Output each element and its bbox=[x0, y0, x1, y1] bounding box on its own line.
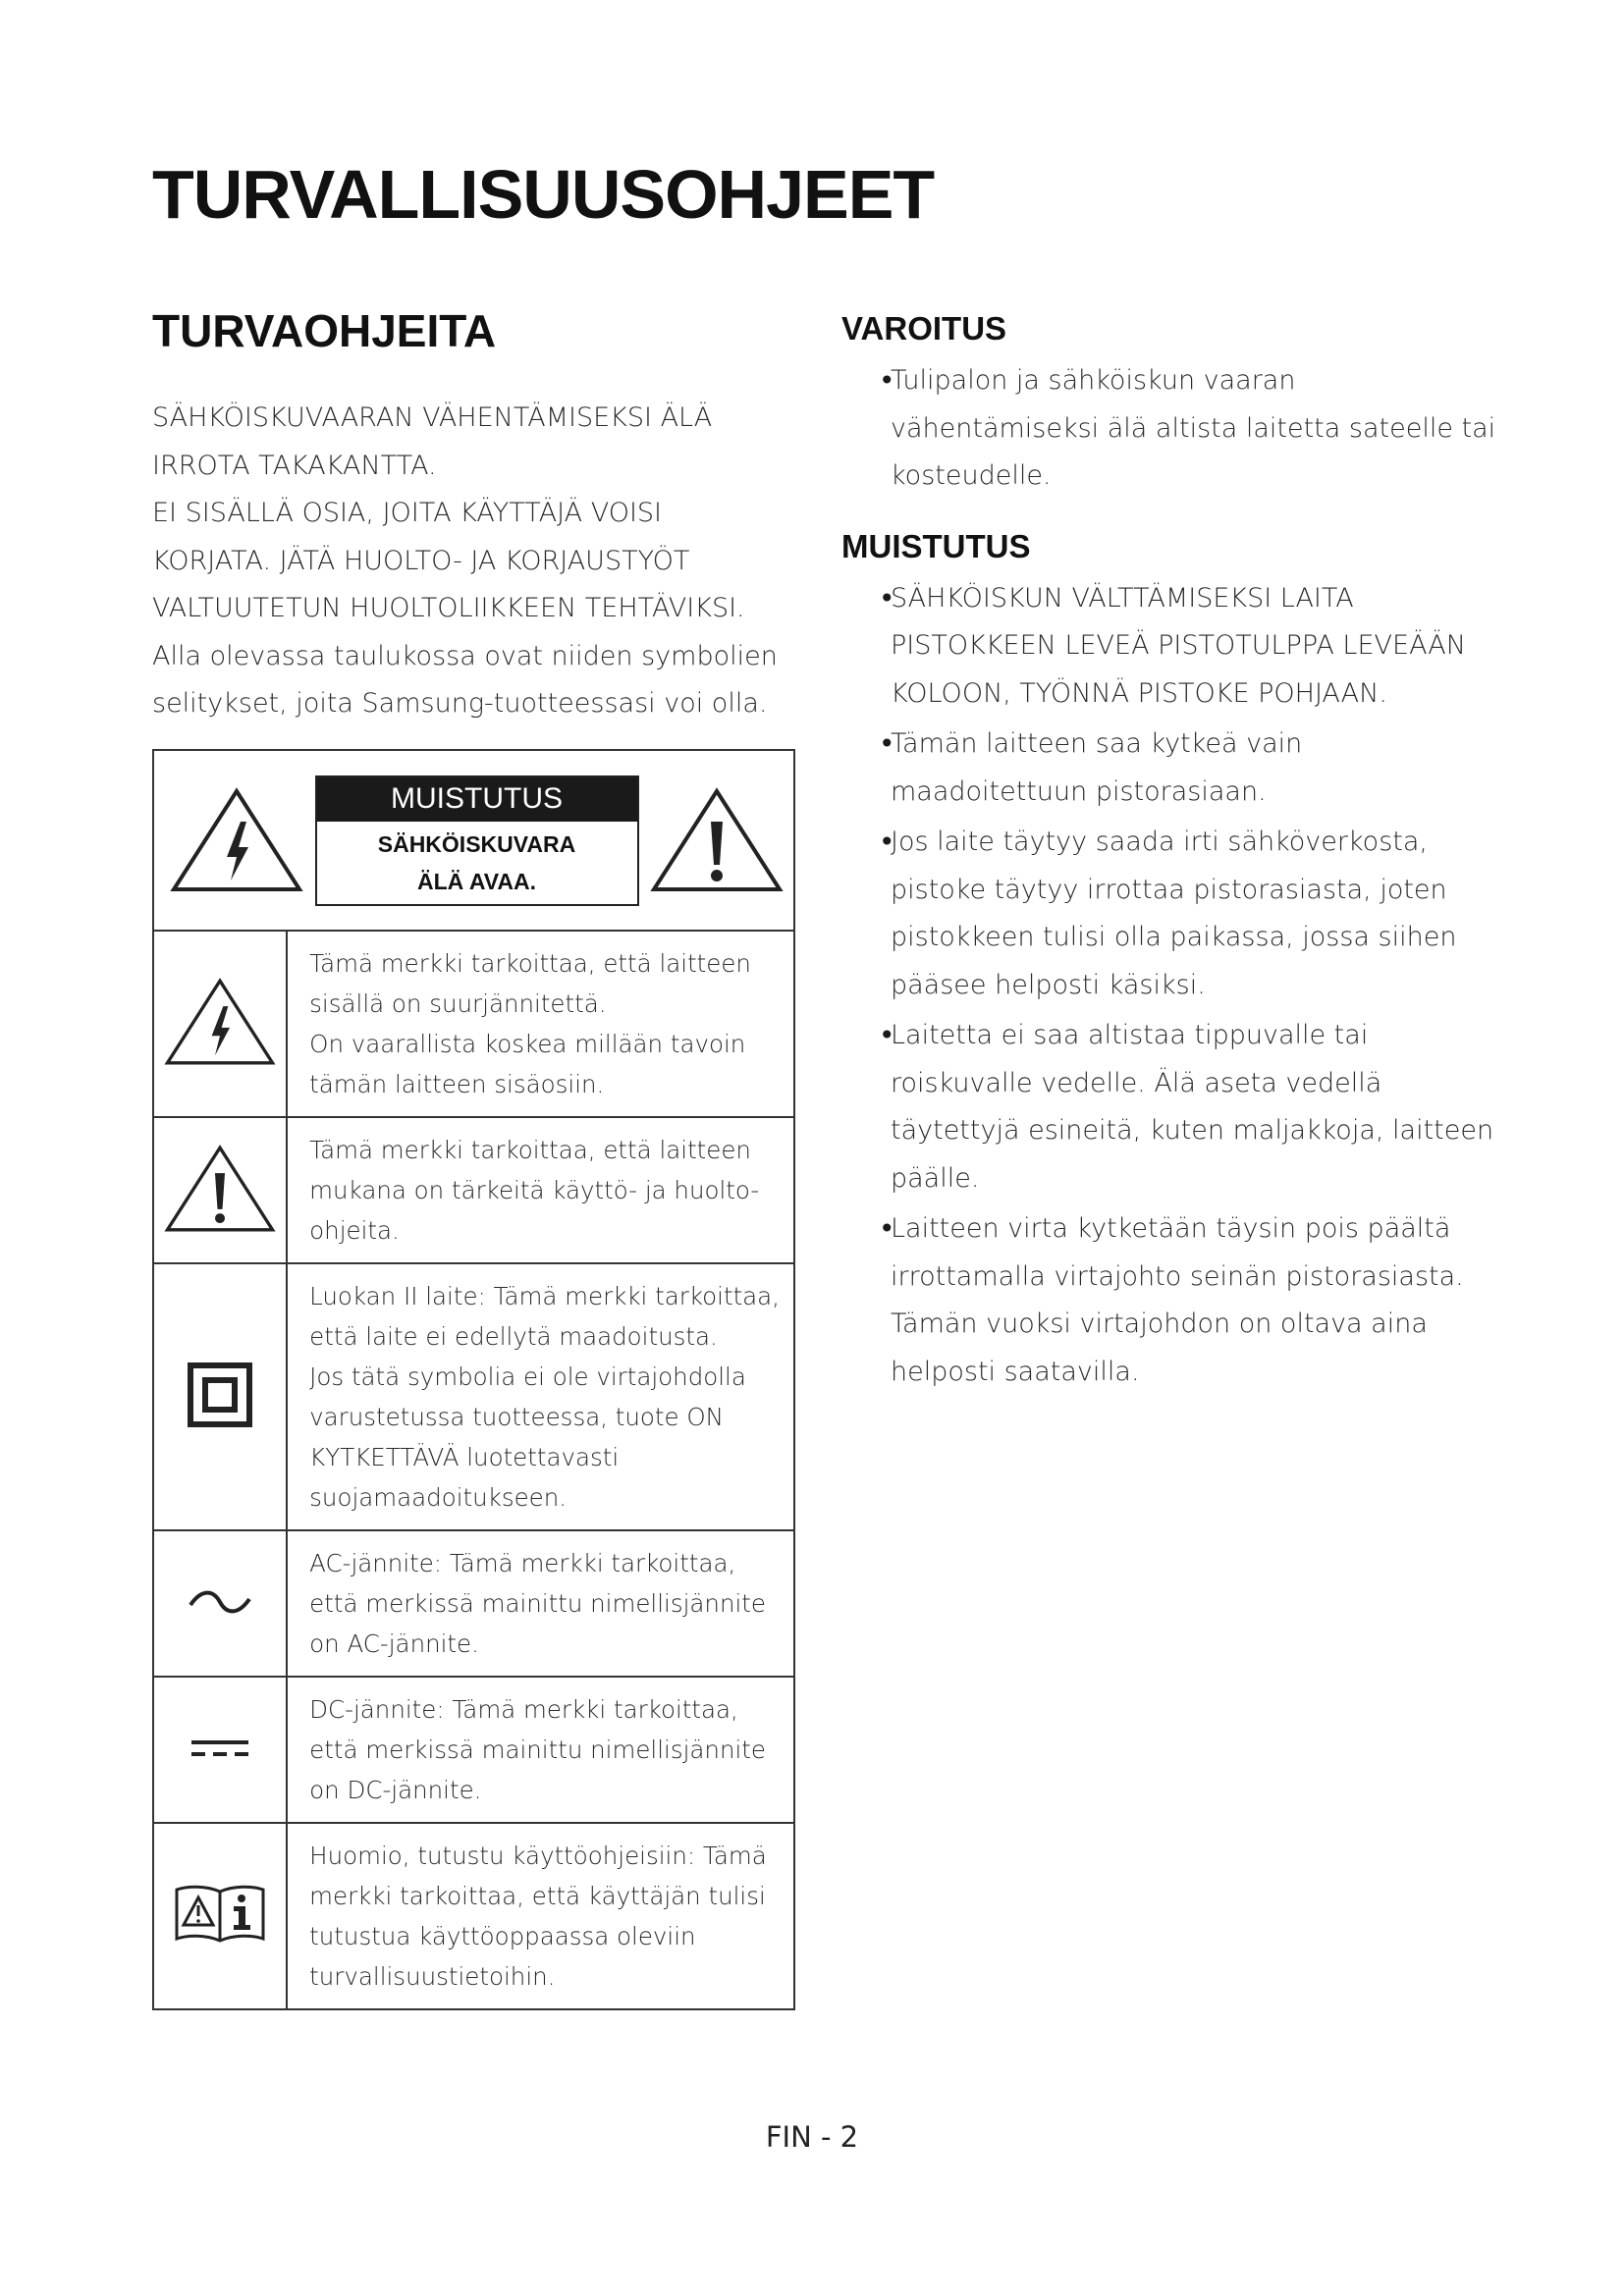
description-line: on DC-jännite. bbox=[309, 1776, 482, 1804]
symbol-description bbox=[287, 1117, 794, 1263]
intro-line: IRROTA TAKAKANTTA. bbox=[152, 450, 437, 481]
list-item-line: Tämän laitteen saa kytkeä vain bbox=[891, 728, 1303, 759]
symbol-row bbox=[153, 1117, 794, 1263]
description-line: mukana on tärkeitä käyttö- ja huolto- bbox=[309, 1176, 760, 1204]
list-item-line: KOLOON, TYÖNNÄ PISTOKE POHJAAN. bbox=[891, 677, 1387, 709]
symbol-row bbox=[153, 931, 794, 1117]
list-item bbox=[841, 819, 1489, 1009]
caution-line: SÄHKÖISKUVARA bbox=[377, 830, 576, 857]
description-line: sisällä on suurjännitettä. bbox=[309, 989, 607, 1018]
description-line: ohjeita. bbox=[309, 1216, 400, 1245]
description-line: että merkissä mainittu nimellisjännite bbox=[309, 1589, 766, 1618]
symbol-icon-cell bbox=[153, 1117, 287, 1263]
description-line: on AC-jännite. bbox=[309, 1629, 479, 1658]
list-item-line: irrottamalla virtajohto seinän pistorasiasta. bbox=[891, 1260, 1464, 1292]
description-line: AC-jännite: Tämä merkki tarkoittaa, bbox=[309, 1549, 736, 1577]
caution-header-row bbox=[153, 750, 794, 931]
lightning-triangle-icon bbox=[164, 977, 276, 1067]
page-number: FIN - 2 bbox=[765, 2120, 859, 2154]
exclamation-triangle-icon bbox=[164, 1144, 276, 1234]
double-square-icon bbox=[188, 1362, 252, 1427]
symbol-icon-cell bbox=[153, 1677, 287, 1823]
description-line: merkki tarkoittaa, että käyttäjän tulisi bbox=[309, 1882, 766, 1910]
bullet-icon: • bbox=[879, 1212, 895, 1245]
right-column bbox=[841, 310, 1496, 1399]
list-item-line: päälle. bbox=[891, 1162, 980, 1194]
description-line: Luokan II laite: Tämä merkki tarkoittaa, bbox=[309, 1282, 780, 1310]
list-item-line: vähentämiseksi älä altista laitetta sateelle tai bbox=[891, 412, 1496, 444]
description-line: tämän laitteen sisäosiin. bbox=[309, 1070, 605, 1098]
symbol-icon-cell bbox=[153, 1263, 287, 1530]
symbol-row bbox=[153, 1530, 794, 1677]
list-item-line: pääsee helposti käsiksi. bbox=[891, 969, 1206, 1000]
manual-info-icon bbox=[173, 1882, 267, 1947]
bullet-icon: • bbox=[879, 581, 895, 614]
description-line: DC-jännite: Tämä merkki tarkoittaa, bbox=[309, 1695, 738, 1724]
ac-wave-icon bbox=[188, 1587, 252, 1617]
bullet-icon: • bbox=[879, 727, 895, 760]
intro-line: VALTUUTETUN HUOLTOLIIKKEEN TEHTÄVIKSI. bbox=[152, 593, 745, 623]
list-item bbox=[841, 575, 1489, 719]
bullet-icon: • bbox=[879, 826, 895, 858]
intro-line: selitykset, joita Samsung-tuotteessasi voi olla. bbox=[152, 688, 768, 719]
description-line: Jos tätä symbolia ei ole virtajohdolla bbox=[309, 1362, 746, 1391]
intro-line: SÄHKÖISKUVAARAN VÄHENTÄMISEKSI ÄLÄ bbox=[152, 402, 713, 433]
symbol-description bbox=[287, 1530, 794, 1677]
list-item-line: Tulipalon ja sähköiskun vaaran bbox=[891, 365, 1296, 396]
description-line: varustetussa tuotteessa, tuote ON bbox=[309, 1403, 724, 1431]
varoitus-list bbox=[841, 357, 1496, 501]
symbol-row bbox=[153, 1823, 794, 2009]
list-item-line: pistokkeen tulisi olla paikassa, jossa siihen bbox=[891, 922, 1457, 952]
caution-header-cell bbox=[153, 750, 794, 931]
list-item-line: SÄHKÖISKUN VÄLTTÄMISEKSI LAITA bbox=[891, 582, 1354, 614]
dc-lines-icon bbox=[189, 1736, 250, 1760]
description-line: tutustua käyttöoppaassa oleviin bbox=[309, 1922, 696, 1950]
description-line: Tämä merkki tarkoittaa, että laitteen bbox=[309, 949, 751, 978]
symbol-icon-cell bbox=[153, 1530, 287, 1677]
symbol-row bbox=[153, 1677, 794, 1823]
caution-title: MUISTUTUS bbox=[317, 777, 637, 822]
list-item bbox=[841, 357, 1496, 501]
symbol-description bbox=[287, 931, 794, 1117]
left-column bbox=[152, 304, 800, 728]
varoitus-heading: VAROITUS bbox=[841, 310, 1007, 347]
description-line: turvallisuustietoihin. bbox=[309, 1962, 556, 1991]
symbol-description bbox=[287, 1263, 794, 1530]
description-line: KYTKETTÄVÄ luotettavasti bbox=[309, 1443, 620, 1471]
caution-line: ÄLÄ AVAA. bbox=[417, 868, 536, 894]
symbol-icon-cell bbox=[153, 1823, 287, 2009]
symbol-description bbox=[287, 1823, 794, 2009]
intro-line: EI SISÄLLÄ OSIA, JOITA KÄYTTÄJÄ VOISI bbox=[152, 498, 663, 528]
list-item bbox=[841, 721, 1489, 816]
intro-line: Alla olevassa taulukossa ovat niiden symbolien bbox=[152, 640, 778, 671]
list-item-line: pistoke täytyy irrottaa pistorasiasta, joten bbox=[891, 874, 1447, 905]
list-item bbox=[841, 1012, 1494, 1202]
muistutus-heading: MUISTUTUS bbox=[841, 527, 1031, 564]
list-item-line: helposti saatavilla. bbox=[891, 1356, 1140, 1387]
list-item-line: Jos laite täytyy saada irti sähköverkosta, bbox=[891, 827, 1428, 857]
exclamation-triangle-icon bbox=[650, 786, 784, 894]
lightning-triangle-icon bbox=[170, 786, 303, 894]
list-item bbox=[841, 1205, 1489, 1396]
list-item-line: Laitetta ei saa altistaa tippuvalle tai bbox=[891, 1020, 1369, 1050]
section-heading: TURVAOHJEITA bbox=[152, 305, 497, 356]
description-line: Huomio, tutustu käyttöohjeisiin: Tämä bbox=[309, 1842, 767, 1870]
intro-text bbox=[152, 395, 800, 728]
intro-line: KORJATA. JÄTÄ HUOLTO- JA KORJAUSTYÖT bbox=[152, 545, 690, 576]
list-item-line: Laitteen virta kytketään täysin pois päältä bbox=[891, 1213, 1451, 1244]
description-line: suojamaadoitukseen. bbox=[309, 1483, 568, 1512]
symbol-description bbox=[287, 1677, 794, 1823]
muistutus-list bbox=[841, 575, 1494, 1397]
description-line: että laite ei edellytä maadoitusta. bbox=[309, 1322, 718, 1351]
list-item-line: maadoitettuun pistorasiaan. bbox=[891, 775, 1267, 807]
symbol-table bbox=[152, 749, 795, 2010]
caution-label bbox=[315, 775, 639, 906]
description-line: että merkissä mainittu nimellisjännite bbox=[309, 1735, 766, 1764]
list-item-line: kosteudelle. bbox=[891, 460, 1052, 491]
bullet-icon: • bbox=[879, 364, 895, 397]
symbol-row bbox=[153, 1263, 794, 1530]
symbol-icon-cell bbox=[153, 931, 287, 1117]
description-line: On vaarallista koskea millään tavoin bbox=[309, 1030, 746, 1058]
list-item-line: Tämän vuoksi virtajohdon on oltava aina bbox=[891, 1308, 1428, 1339]
page-title: TURVALLISUUSOHJEET bbox=[152, 156, 935, 233]
list-item-line: täytettyjä esineitä, kuten maljakkoja, laitteen bbox=[891, 1115, 1494, 1146]
list-item-line: roiskuvalle vedelle. Älä aseta vedellä bbox=[891, 1067, 1382, 1098]
description-line: Tämä merkki tarkoittaa, että laitteen bbox=[309, 1136, 751, 1164]
list-item-line: PISTOKKEEN LEVEÄ PISTOTULPPA LEVEÄÄN bbox=[891, 630, 1466, 661]
bullet-icon: • bbox=[879, 1019, 895, 1051]
